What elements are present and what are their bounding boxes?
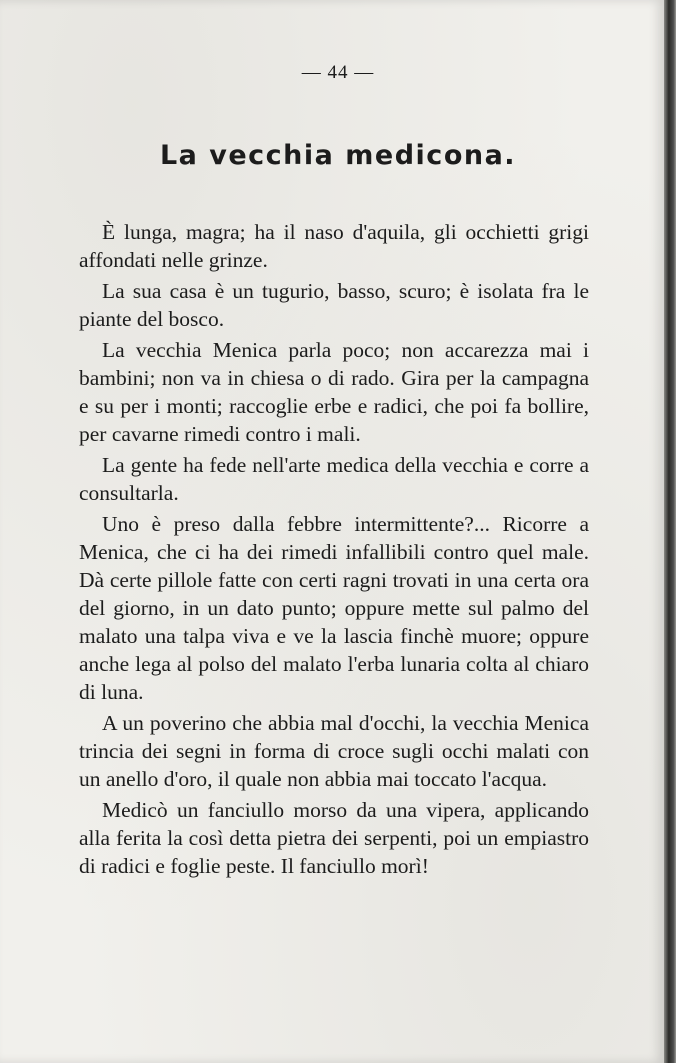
- paragraph: A un poverino che abbia mal d'occhi, la vecchia Menica trincia dei segni in forma di croce sugli occhi malati con un anello d'oro, il quale non abbia mai toccato l'acqua.: [79, 711, 589, 791]
- paragraph: La vecchia Menica parla poco; non accarezza mai i bambini; non va in chiesa o di rado. Gira per la campagna e su per i monti; raccoglie erbe e radici, che poi fa bollire, per cavarne rimedi contro i mali.: [79, 338, 589, 446]
- book-spine-edge: [664, 0, 676, 1063]
- chapter-title: La vecchia medicona.: [159, 140, 517, 171]
- paragraph: La gente ha fede nell'arte medica della vecchia e corre a consultarla.: [79, 453, 589, 505]
- page-number: — 44 —: [301, 62, 375, 83]
- body-text: [79, 218, 589, 883]
- paragraph: Uno è preso dalla febbre intermittente?... Ricorre a Menica, che ci ha dei rimedi infallibili contro quel male. Dà certe pillole fatte con certi ragni trovati in una certa ora del giorno, in un dato punto; oppure mette sul palmo del malato una talpa viva e ve la lascia finchè muore; oppure anche lega al polso del malato l'erba lunaria colta al chiaro di luna.: [79, 512, 589, 704]
- paragraph: È lunga, magra; ha il naso d'aquila, gli occhietti grigi affondati nelle grinze.: [79, 220, 589, 272]
- paragraph: Medicò un fanciullo morso da una vipera, applicando alla ferita la così detta pietra dei serpenti, poi un empiastro di radici e foglie peste. Il fanciullo morì!: [79, 798, 589, 878]
- paragraph: La sua casa è un tugurio, basso, scuro; è isolata fra le piante del bosco.: [79, 279, 589, 331]
